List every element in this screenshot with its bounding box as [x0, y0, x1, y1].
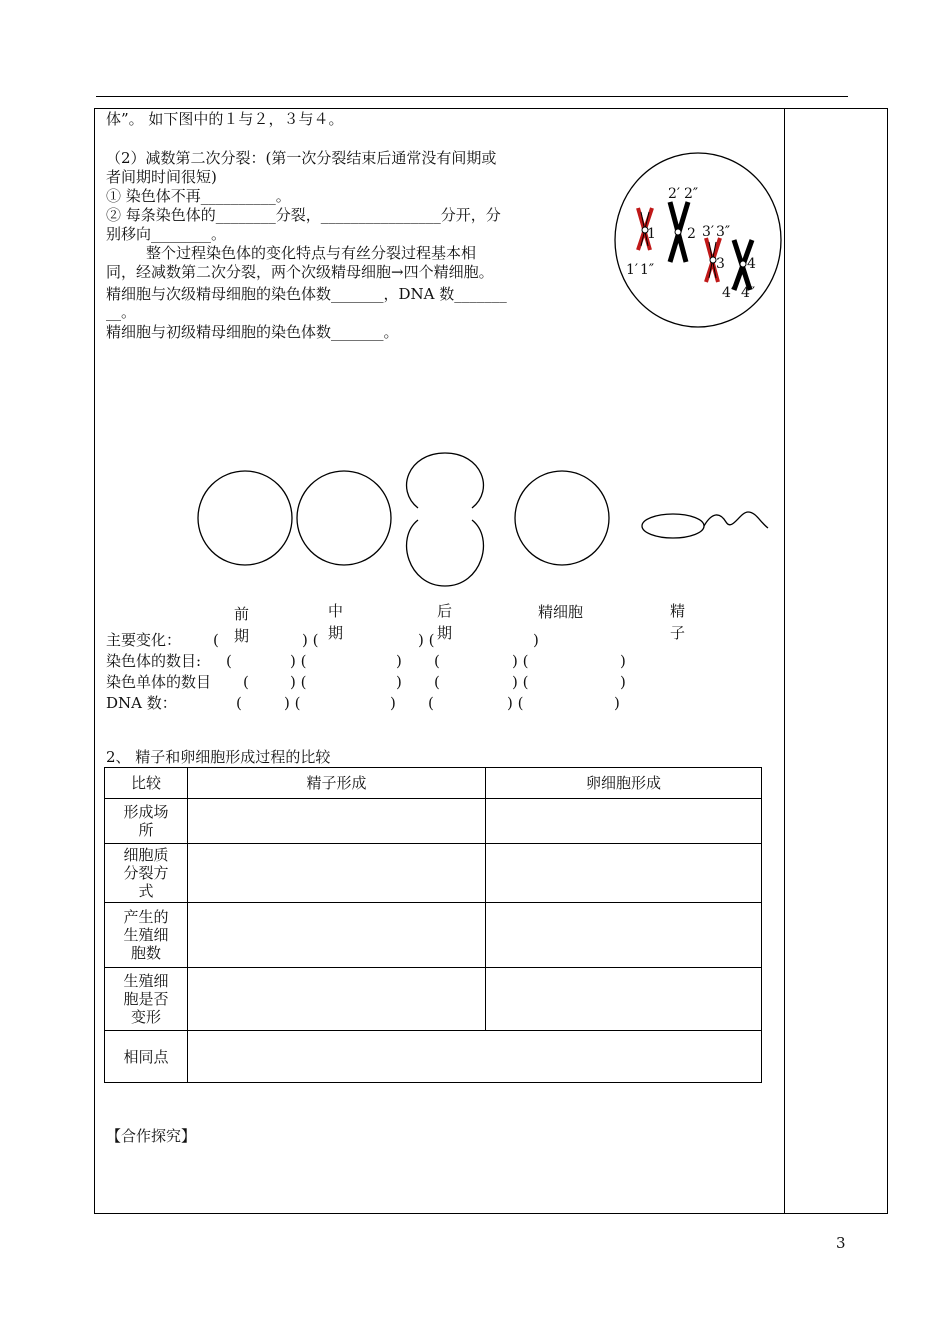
- row-label-line: 形成场: [123, 803, 169, 821]
- point-1: ① 染色体不再__________。: [106, 187, 291, 205]
- row-label-line: 细胞质: [123, 846, 169, 864]
- row-label-line: 变形: [130, 1008, 161, 1026]
- label-1pp: 1″: [640, 262, 655, 278]
- stage-sperm-2: 子: [670, 624, 686, 642]
- row-label-line: 生殖细: [123, 926, 169, 944]
- paren-group: ): [390, 694, 396, 712]
- cell-sperm[interactable]: [188, 844, 486, 903]
- table-row: [105, 903, 762, 968]
- point-2-cont: 别移向________。: [106, 225, 227, 243]
- header-rule: [96, 96, 848, 97]
- row-label-line: 分裂方: [123, 864, 169, 882]
- paren-group: ) (: [512, 652, 529, 670]
- row-main-change: 主要变化：: [106, 631, 182, 649]
- point-2: ② 每条染色体的________分裂，________________分开，分: [106, 206, 501, 224]
- row-label: [105, 903, 188, 968]
- paren-group: (: [434, 652, 440, 670]
- row-label-line: 所: [138, 821, 154, 839]
- table-row: [105, 1031, 762, 1083]
- anaphase-cell: [407, 453, 484, 586]
- cell-egg[interactable]: [486, 844, 762, 903]
- stage-spermatid: 精细胞: [538, 603, 584, 621]
- table-row: [105, 799, 762, 844]
- row-label-line: 式: [138, 882, 154, 900]
- label-4p: 4′: [722, 285, 735, 301]
- para-3: 精细胞与次级精母细胞的染色体数_______，DNA 数_______: [106, 285, 507, 303]
- row-label-same: 相同点: [105, 1031, 188, 1083]
- paren-group: ) (: [507, 694, 524, 712]
- paren-group: (: [236, 694, 242, 712]
- header-compare: 比较: [105, 768, 188, 799]
- label-3p: 3′: [702, 224, 715, 240]
- cell-stages-diagram: [190, 450, 780, 590]
- row-label-line: 胞是否: [123, 990, 169, 1008]
- para-3-cont: __。: [106, 303, 137, 321]
- paren-group: ): [396, 652, 402, 670]
- cooperate-heading: 【合作探究】: [106, 1127, 197, 1145]
- cell-sperm[interactable]: [188, 799, 486, 844]
- chromosome-2: [670, 202, 688, 262]
- prophase-cell: [198, 471, 292, 565]
- cell-sperm[interactable]: [188, 903, 486, 968]
- para-2: 同，经减数第二次分裂，两个次级精母细胞→四个精细胞。: [106, 263, 494, 281]
- label-1p: 1′: [626, 262, 639, 278]
- row-label-line: 产生的: [123, 908, 169, 926]
- table-row: [105, 968, 762, 1031]
- paren-group: ) (: [418, 631, 435, 649]
- sperm-cell: [642, 512, 768, 538]
- row-label: [105, 968, 188, 1031]
- paren-group: ) (: [284, 694, 301, 712]
- row-chromosome-count: 染色体的数目:: [106, 652, 202, 670]
- label-2: 2: [687, 226, 696, 242]
- column-divider: [784, 108, 785, 1214]
- stage-sperm-1: 精: [670, 602, 686, 620]
- paren-group: ) (: [290, 673, 307, 691]
- paren-group: (: [243, 673, 249, 691]
- stage-anaphase-1: 后: [437, 602, 453, 620]
- cell-same[interactable]: [188, 1031, 762, 1083]
- page-number: 3: [836, 1234, 846, 1252]
- paren-group: (: [226, 652, 232, 670]
- para-4: 精细胞与初级精母细胞的染色体数_______。: [106, 323, 399, 341]
- row-chromatid-count: 染色单体的数目: [106, 673, 212, 691]
- metaphase-cell: [297, 471, 391, 565]
- row-dna-count: DNA 数：: [106, 694, 177, 712]
- comparison-table: [104, 767, 762, 1083]
- cell-egg[interactable]: [486, 799, 762, 844]
- table-header-row: [105, 768, 762, 799]
- stage-metaphase-1: 中: [328, 602, 344, 620]
- label-2p: 2′: [668, 186, 681, 202]
- stage-anaphase-2: 期: [437, 624, 453, 642]
- chromosome-figure: [612, 150, 784, 330]
- meiosis2-heading-cont: 者间期时间很短): [106, 168, 217, 186]
- meiosis2-heading: （2）减数第二次分裂：(第一次分裂结束后通常没有间期或: [106, 149, 497, 167]
- paren-group: (: [213, 631, 219, 649]
- label-3pp: 3″: [716, 224, 731, 240]
- cell-egg[interactable]: [486, 903, 762, 968]
- label-4: 4: [747, 256, 756, 272]
- top-line: 体”。 如下图中的１与２，３与４。: [106, 110, 344, 128]
- row-label: [105, 799, 188, 844]
- paren-group: ): [614, 694, 620, 712]
- cell-sperm[interactable]: [188, 968, 486, 1031]
- paren-group: ) (: [512, 673, 529, 691]
- paren-group: ): [620, 673, 626, 691]
- stage-metaphase-2: 期: [328, 624, 344, 642]
- table-row: [105, 844, 762, 903]
- label-1: 1: [647, 226, 656, 242]
- section-2-title: 2、 精子和卵细胞形成过程的比较: [106, 748, 331, 766]
- paren-group: ) (: [302, 631, 319, 649]
- label-3: 3: [716, 256, 725, 272]
- paren-group: ): [620, 652, 626, 670]
- row-label: [105, 844, 188, 903]
- paren-group: ) (: [290, 652, 307, 670]
- para-1: 整个过程染色体的变化特点与有丝分裂过程基本相: [146, 244, 477, 262]
- label-4pp: 4″: [741, 285, 756, 301]
- header-sperm: 精子形成: [188, 768, 486, 799]
- paren-group: ): [533, 631, 539, 649]
- row-label-line: 胞数: [130, 944, 161, 962]
- cell-egg[interactable]: [486, 968, 762, 1031]
- stage-prophase-1: 前: [234, 605, 250, 623]
- header-egg: 卵细胞形成: [486, 768, 762, 799]
- row-label-line: 生殖细: [123, 972, 169, 990]
- paren-group: (: [434, 673, 440, 691]
- label-2pp: 2″: [684, 186, 699, 202]
- paren-group: ): [396, 673, 402, 691]
- spermatid-cell: [515, 471, 609, 565]
- stage-prophase-2: 期: [234, 627, 250, 645]
- paren-group: (: [428, 694, 434, 712]
